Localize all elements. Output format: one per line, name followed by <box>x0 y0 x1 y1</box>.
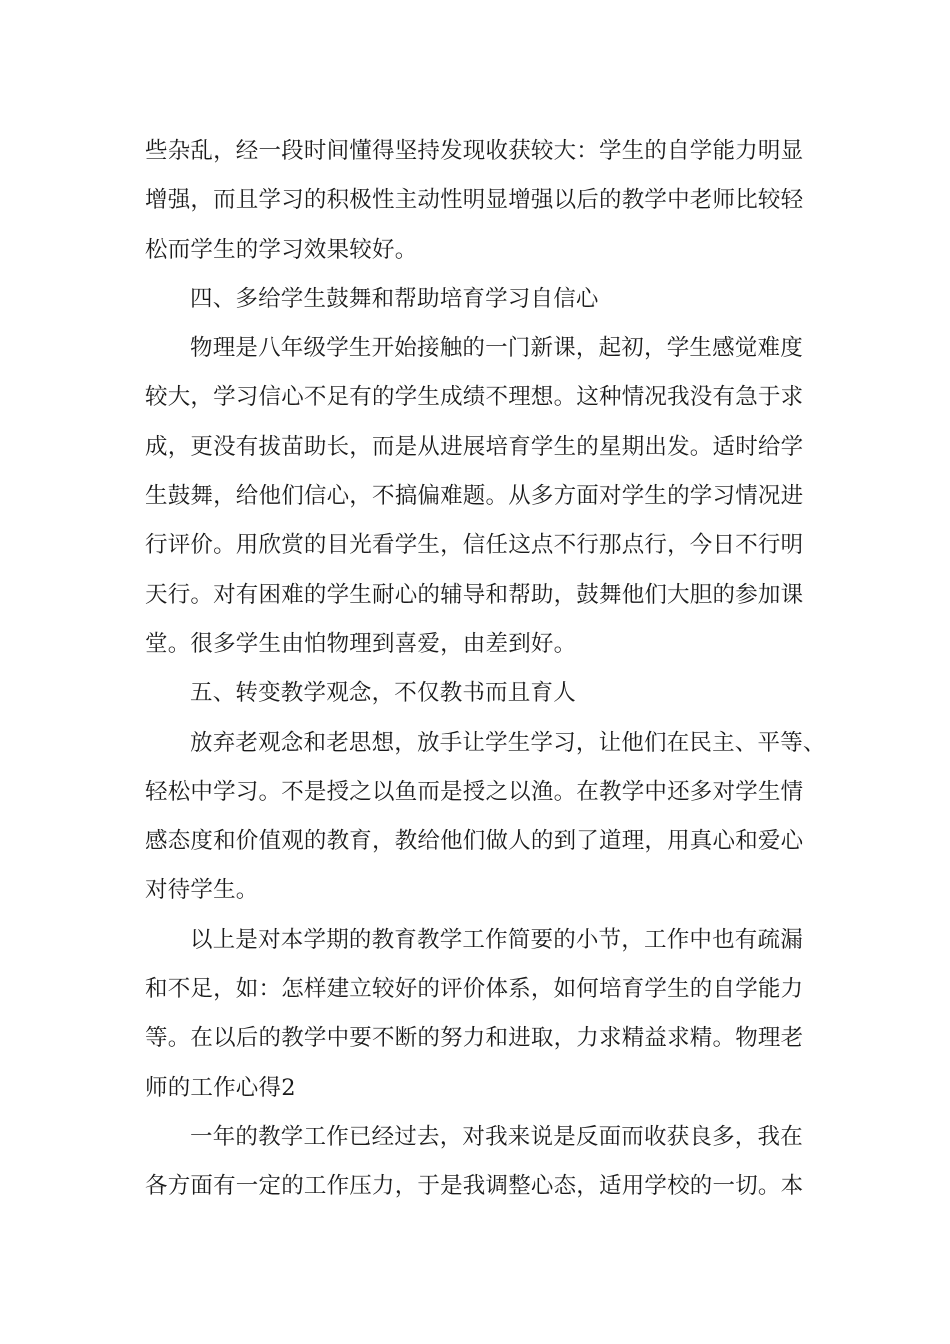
text-line: 放弃老观念和老思想，放手让学生学习，让他们在民主、平等、 <box>190 729 826 756</box>
text-line: 堂。很多学生由怕物理到喜爱，由差到好。 <box>145 630 577 657</box>
text-line: 和不足，如：怎样建立较好的评价体系，如何培育学生的自学能力 <box>145 976 804 1003</box>
text-line: 较大，学习信心不足有的学生成绩不理想。这种情况我没有急于求 <box>145 384 804 411</box>
section-heading: 四、多给学生鼓舞和帮助培育学习自信心 <box>190 285 599 312</box>
text-line: 成，更没有拔苗助长，而是从进展培育学生的星期出发。适时给学 <box>145 433 804 460</box>
text-line: 物理是八年级学生开始接触的一门新课，起初，学生感觉难度 <box>190 335 803 362</box>
document-body <box>145 127 825 1212</box>
text-line: 感态度和价值观的教育，教给他们做人的到了道理，用真心和爱心 <box>145 828 804 855</box>
text-line: 行评价。用欣赏的目光看学生，信任这点不行那点行，今日不行明 <box>145 532 804 559</box>
text-line: 些杂乱，经一段时间懂得坚持发现收获较大：学生的自学能力明显 <box>145 138 804 164</box>
section-heading: 五、转变教学观念，不仅教书而且育人 <box>190 680 576 707</box>
text-line: 等。在以后的教学中要不断的努力和进取，力求精益求精。物理老 <box>145 1025 804 1052</box>
text-line: 各方面有一定的工作压力，于是我调整心态，适用学校的一切。本 <box>145 1173 804 1200</box>
text-line: 松而学生的学习效果较好。 <box>145 236 418 263</box>
text-line: 生鼓舞，给他们信心，不搞偏难题。从多方面对学生的学习情况进 <box>145 483 804 510</box>
text-line: 师的工作心得2 <box>145 1074 296 1101</box>
text-line: 天行。对有困难的学生耐心的辅导和帮助，鼓舞他们大胆的参加课 <box>145 581 804 608</box>
text-line: 轻松中学习。不是授之以鱼而是授之以渔。在教学中还多对学生情 <box>145 778 804 805</box>
text-line: 一年的教学工作已经过去，对我来说是反面而收获良多，我在 <box>190 1123 803 1150</box>
text-line: 以上是对本学期的教育教学工作简要的小节，工作中也有疏漏 <box>190 926 803 953</box>
text-line: 增强，而且学习的积极性主动性明显增强以后的教学中老师比较轻 <box>145 187 804 214</box>
text-line: 对待学生。 <box>145 877 259 904</box>
